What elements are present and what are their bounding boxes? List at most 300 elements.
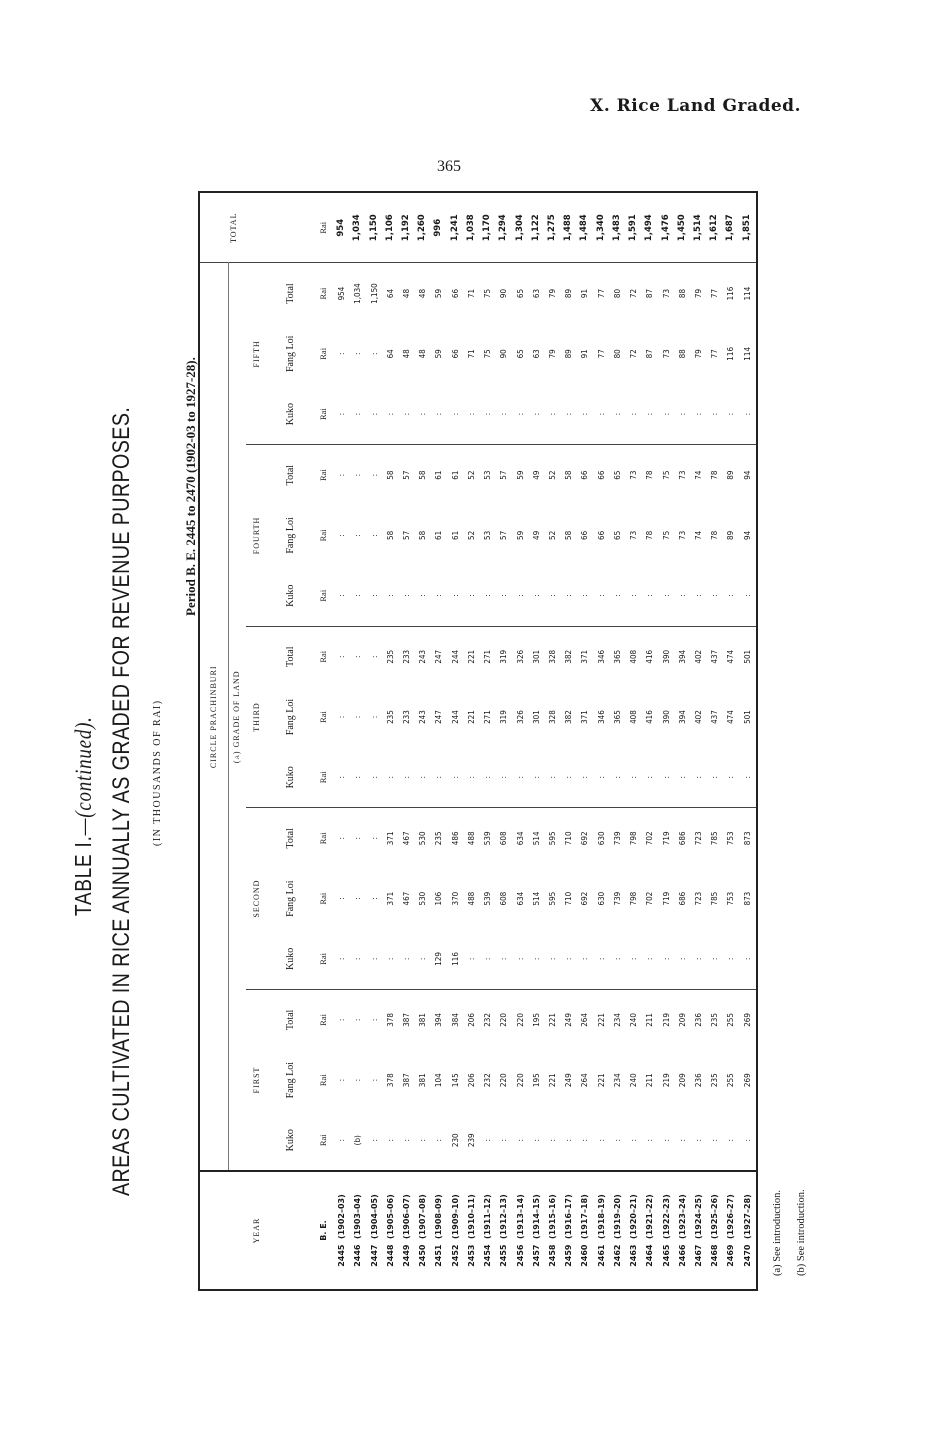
table-row [334, 193, 350, 1289]
value-cell: 73 [677, 530, 687, 540]
value-cell: : [369, 715, 379, 719]
value-cell: 233 [402, 710, 412, 724]
value-cell: : [658, 929, 674, 990]
value-cell: 723 [693, 831, 703, 846]
value-cell: 209 [677, 1073, 687, 1088]
table-row [512, 193, 528, 1289]
value-cell: : [369, 837, 379, 840]
value-cell: 58 [385, 470, 395, 480]
value-cell: : [496, 566, 512, 627]
table-row [480, 193, 496, 1289]
value-cell: 57 [402, 530, 412, 540]
value-cell: 269 [742, 1013, 752, 1027]
year-cell [334, 1171, 350, 1289]
value-cell: : [337, 897, 347, 900]
value-cell: 49 [531, 470, 541, 480]
value-cell: : [415, 1110, 431, 1171]
value-cell: : [496, 384, 512, 445]
year-cell [399, 1171, 415, 1289]
total-cell: 1,476 [658, 193, 674, 263]
value-cell: 873 [742, 891, 752, 906]
table-row [399, 193, 415, 1289]
value-cell: : [658, 384, 674, 445]
value-cell: 221 [596, 1073, 606, 1088]
year-ad: (1913–14) [515, 1194, 525, 1239]
year-cell [691, 1171, 707, 1289]
total-cell: 1,034 [350, 193, 366, 263]
value-cell: : [334, 384, 350, 445]
value-cell: : [610, 747, 626, 808]
table-row [675, 193, 691, 1289]
year-be: 2445 [337, 1244, 347, 1267]
value-cell: : [399, 747, 415, 808]
value-cell: 66 [450, 288, 460, 299]
value-cell: 80 [612, 349, 622, 359]
value-cell: : [577, 929, 593, 990]
value-cell: 72 [629, 288, 639, 299]
value-cell: (b) [350, 1110, 366, 1171]
value-cell: 243 [418, 710, 428, 724]
year-cell [707, 1171, 723, 1289]
value-cell: 719 [661, 891, 671, 906]
value-cell: : [512, 384, 528, 445]
year-be: 2469 [726, 1244, 736, 1267]
value-cell: 390 [661, 649, 671, 664]
value-cell: 66 [596, 470, 606, 480]
value-cell: 221 [548, 1013, 557, 1027]
unit-label: Rai [318, 1014, 329, 1026]
value-cell: 240 [629, 1013, 639, 1027]
value-cell: : [496, 1110, 512, 1171]
value-cell: : [337, 534, 347, 537]
value-cell: : [691, 566, 707, 627]
value-cell: : [739, 929, 756, 990]
table-row [448, 193, 464, 1289]
total-cell: 1,241 [448, 193, 464, 263]
value-cell: : [658, 566, 674, 627]
table-title: AREAS CULTIVATED IN RICE ANNUALLY AS GRADED FOR REVENUE PURPOSES. [108, 406, 135, 1196]
year-header: YEAR [200, 1171, 314, 1289]
sub-header-total: Total [285, 283, 297, 304]
value-cell: 301 [531, 649, 541, 664]
unit-label: Rai [314, 384, 334, 445]
year-ad: (1921–22) [645, 1194, 655, 1239]
value-cell: 319 [499, 710, 509, 724]
sub-header-kuko: Kuko [268, 747, 314, 808]
year-ad: (1916–17) [564, 1194, 574, 1239]
value-cell: 530 [418, 831, 428, 846]
value-cell: 58 [564, 530, 574, 540]
year-cell [480, 1171, 496, 1289]
unit-label: Rai [314, 193, 334, 263]
value-cell: 539 [483, 891, 493, 906]
value-cell: 49 [531, 530, 541, 540]
value-cell: : [415, 929, 431, 990]
value-cell: 390 [661, 710, 671, 724]
value-cell: 66 [580, 470, 590, 480]
value-cell: : [739, 566, 756, 627]
value-cell: : [431, 1110, 447, 1171]
value-cell: : [529, 747, 545, 808]
value-cell: : [399, 929, 415, 990]
value-cell: 384 [450, 1013, 460, 1027]
value-cell: : [577, 384, 593, 445]
value-cell: 73 [661, 349, 671, 359]
value-cell: 206 [466, 1013, 476, 1027]
value-cell: 73 [629, 530, 639, 540]
value-cell: 78 [645, 530, 655, 540]
year-ad: (1905–06) [385, 1194, 395, 1239]
value-cell: 91 [580, 349, 590, 359]
value-cell: : [626, 566, 642, 627]
value-cell: : [529, 1110, 545, 1171]
year-ad: (1906–07) [402, 1194, 412, 1239]
year-ad: (1908–09) [434, 1194, 444, 1239]
value-cell: 394 [434, 1013, 444, 1027]
value-cell: 94 [742, 530, 752, 540]
value-cell: 65 [515, 349, 525, 359]
value-cell: 53 [483, 530, 493, 540]
value-cell: : [545, 384, 561, 445]
value-cell: : [353, 534, 363, 537]
total-cell: 1,687 [723, 193, 739, 263]
year-be: 2468 [710, 1244, 720, 1267]
value-cell: 371 [580, 649, 590, 664]
value-cell: : [561, 566, 577, 627]
value-cell: : [723, 929, 739, 990]
value-cell: : [642, 1110, 658, 1171]
value-cell: 474 [726, 710, 736, 724]
value-cell: 52 [466, 530, 476, 540]
value-cell: 73 [661, 288, 671, 299]
table-row [350, 193, 366, 1289]
total-cell: 1,450 [675, 193, 691, 263]
value-cell: : [399, 566, 415, 627]
value-cell: 753 [726, 831, 736, 846]
value-cell: 371 [385, 831, 395, 846]
era-prefix: B. E. [314, 1171, 334, 1289]
value-cell: : [723, 1110, 739, 1171]
value-cell: 63 [531, 349, 541, 359]
value-cell: 211 [645, 1073, 655, 1088]
total-cell: 1,106 [383, 193, 399, 263]
table-row [464, 193, 480, 1289]
value-cell: : [707, 1110, 723, 1171]
total-cell: 1,612 [707, 193, 723, 263]
value-cell: 785 [710, 831, 720, 846]
year-be: 2456 [515, 1244, 525, 1267]
value-cell: 61 [450, 470, 460, 480]
value-cell: 230 [448, 1110, 464, 1171]
value-cell: : [353, 715, 363, 719]
year-cell [626, 1171, 642, 1289]
value-cell: 53 [483, 470, 493, 480]
year-ad: (1912–13) [499, 1194, 509, 1239]
value-cell: 692 [580, 891, 590, 906]
value-cell: : [353, 897, 363, 900]
value-cell: : [399, 384, 415, 445]
sub-header-total: Total [285, 464, 297, 486]
value-cell: 220 [499, 1073, 509, 1088]
value-cell: 58 [418, 470, 428, 480]
year-be: 2449 [402, 1244, 412, 1267]
value-cell: 474 [726, 649, 736, 664]
total-cell: 1,122 [529, 193, 545, 263]
value-cell: 79 [693, 288, 703, 299]
year-cell [529, 1171, 545, 1289]
year-ad: (1922–23) [661, 1194, 671, 1239]
total-cell: 996 [431, 193, 447, 263]
value-cell: : [545, 566, 561, 627]
value-cell: 104 [434, 1073, 444, 1088]
value-cell: : [350, 384, 366, 445]
total-cell: 1,483 [610, 193, 626, 263]
total-cell: 1,170 [480, 193, 496, 263]
year-cell [723, 1171, 739, 1289]
value-cell: 514 [531, 831, 541, 846]
value-cell: : [626, 1110, 642, 1171]
value-cell: 79 [548, 349, 557, 359]
total-cell: 1,484 [577, 193, 593, 263]
value-cell: 378 [385, 1073, 395, 1088]
table-label: TABLE I.—(continued). [70, 716, 96, 916]
value-cell: 221 [596, 1013, 606, 1027]
year-be: 2450 [418, 1244, 428, 1267]
value-cell: 634 [515, 831, 525, 846]
unit-label: Rai [318, 650, 329, 663]
value-cell: 243 [418, 649, 428, 664]
year-cell [415, 1171, 431, 1289]
value-cell: : [723, 747, 739, 808]
value-cell: 247 [434, 649, 444, 664]
table-row [496, 193, 512, 1289]
value-cell: : [691, 929, 707, 990]
value-cell: 75 [483, 288, 493, 299]
value-cell: 239 [464, 1110, 480, 1171]
value-cell: 954 [337, 286, 347, 301]
value-cell: 608 [499, 891, 509, 906]
value-cell: 488 [466, 831, 476, 846]
value-cell: 301 [531, 710, 541, 724]
value-cell: 235 [434, 831, 444, 846]
value-cell: 269 [742, 1073, 752, 1088]
value-cell: 514 [531, 891, 541, 906]
year-be: 2447 [369, 1244, 379, 1267]
value-cell: 371 [385, 891, 395, 906]
year-ad: (1927–28) [742, 1194, 752, 1239]
value-cell: 408 [629, 649, 639, 664]
value-cell: : [707, 929, 723, 990]
value-cell: 48 [418, 288, 428, 299]
value-cell: : [707, 747, 723, 808]
value-cell: : [366, 929, 382, 990]
table-row [561, 193, 577, 1289]
total-cell: 954 [334, 193, 350, 263]
year-ad: (1919–20) [612, 1194, 622, 1239]
sub-header-fang-loi: Fang Loi [285, 698, 297, 736]
value-cell: 1,150 [369, 283, 379, 304]
value-cell: : [642, 929, 658, 990]
value-cell: : [675, 1110, 691, 1171]
value-cell: 370 [450, 891, 460, 906]
value-cell: : [337, 715, 347, 719]
value-cell: 235 [710, 1013, 720, 1027]
value-cell: 630 [596, 891, 606, 906]
value-cell: : [512, 1110, 528, 1171]
table-subtitle: (IN THOUSANDS OF RAI) [152, 699, 163, 846]
value-cell: 66 [580, 530, 590, 540]
sub-header-kuko: Kuko [268, 1110, 314, 1171]
unit-label: Rai [318, 1074, 329, 1087]
value-cell: 381 [418, 1013, 428, 1027]
value-cell: : [353, 352, 363, 356]
value-cell: : [610, 384, 626, 445]
value-cell: : [675, 929, 691, 990]
value-cell: 71 [466, 349, 476, 359]
value-cell: : [675, 566, 691, 627]
value-cell: 236 [693, 1073, 703, 1088]
value-cell: : [366, 566, 382, 627]
table-row [431, 193, 447, 1289]
circle-header: CIRCLE PRACHINBURI [200, 263, 228, 1171]
value-cell: : [561, 1110, 577, 1171]
value-cell: 79 [548, 288, 557, 299]
value-cell: : [594, 747, 610, 808]
value-cell: : [383, 747, 399, 808]
value-cell: 59 [434, 349, 444, 359]
value-cell: : [431, 566, 447, 627]
value-cell: 221 [466, 649, 476, 664]
value-cell: : [350, 747, 366, 808]
year-cell [642, 1171, 658, 1289]
total-cell: 1,260 [415, 193, 431, 263]
value-cell: 145 [450, 1073, 460, 1088]
value-cell: : [658, 747, 674, 808]
value-cell: 387 [402, 1013, 412, 1027]
value-cell: 219 [661, 1013, 671, 1027]
value-cell: : [691, 384, 707, 445]
value-cell: 89 [726, 530, 736, 540]
sub-header-fang-loi: Fang Loi [285, 335, 297, 373]
value-cell: : [383, 929, 399, 990]
value-cell: : [366, 747, 382, 808]
value-cell: 61 [434, 470, 444, 480]
year-cell [594, 1171, 610, 1289]
value-cell: : [448, 747, 464, 808]
value-cell: 78 [645, 470, 655, 480]
value-cell: 416 [645, 710, 655, 724]
value-cell: 467 [402, 831, 412, 846]
data-table [200, 193, 756, 1289]
value-cell: : [626, 747, 642, 808]
total-cell: 1,591 [626, 193, 642, 263]
value-cell: 785 [710, 891, 720, 906]
value-cell: 739 [612, 891, 622, 906]
unit-label: Rai [318, 892, 329, 905]
value-cell: 78 [710, 470, 720, 480]
value-cell: 739 [612, 831, 622, 846]
value-cell: 371 [580, 710, 590, 724]
value-cell: 65 [612, 470, 622, 480]
value-cell: : [431, 384, 447, 445]
total-header: TOTAL [200, 193, 268, 263]
value-cell: 221 [466, 710, 476, 724]
value-cell: 234 [612, 1013, 622, 1027]
year-be: 2458 [548, 1244, 557, 1267]
value-cell: 73 [629, 470, 639, 480]
value-cell: : [545, 929, 561, 990]
value-cell: 719 [661, 831, 671, 846]
unit-label: Rai [318, 347, 329, 360]
total-subheader [268, 193, 314, 263]
value-cell: : [642, 747, 658, 808]
table-row [658, 193, 674, 1289]
value-cell: 235 [710, 1073, 720, 1088]
value-cell: 57 [499, 470, 509, 480]
value-cell: 608 [499, 831, 509, 846]
value-cell: 723 [693, 891, 703, 906]
value-cell: 89 [564, 349, 574, 359]
value-cell: 66 [596, 530, 606, 540]
value-cell: 873 [742, 831, 752, 846]
year-ad: (1917–18) [580, 1194, 590, 1239]
year-ad: (1923–24) [677, 1194, 687, 1239]
value-cell: 75 [483, 349, 493, 359]
year-be: 2470 [742, 1244, 752, 1267]
year-be: 2459 [564, 1244, 574, 1267]
value-cell: : [334, 929, 350, 990]
value-cell: 48 [402, 288, 412, 299]
grade-header-second: SECOND [246, 808, 268, 990]
value-cell: 381 [418, 1073, 428, 1088]
value-cell: 77 [596, 288, 606, 299]
table-row [739, 193, 756, 1289]
value-cell: : [353, 655, 363, 658]
value-cell: : [369, 534, 379, 537]
value-cell: 692 [580, 831, 590, 846]
unit-label: Rai [318, 711, 329, 723]
value-cell: : [480, 1110, 496, 1171]
value-cell: 416 [645, 649, 655, 664]
value-cell: 78 [710, 530, 720, 540]
value-cell: : [369, 655, 379, 658]
unit-label: Rai [314, 566, 334, 627]
value-cell: 402 [693, 710, 703, 724]
value-cell: 530 [418, 891, 428, 906]
value-cell: 467 [402, 891, 412, 906]
sub-header-fang-loi: Fang Loi [285, 517, 297, 554]
value-cell: : [366, 1110, 382, 1171]
value-cell: 232 [483, 1073, 493, 1088]
value-cell: 328 [548, 649, 557, 664]
value-cell: : [448, 384, 464, 445]
value-cell: 74 [693, 530, 703, 540]
year-be: 2466 [677, 1244, 687, 1267]
year-ad: (1926–27) [726, 1194, 736, 1239]
value-cell: 94 [742, 470, 752, 480]
value-cell: 59 [434, 288, 444, 299]
table-row [723, 193, 739, 1289]
value-cell: 394 [677, 649, 687, 664]
value-cell: : [399, 1110, 415, 1171]
year-ad: (1903–04) [353, 1194, 363, 1239]
value-cell: : [369, 352, 379, 356]
table-row [529, 193, 545, 1289]
value-cell: : [658, 1110, 674, 1171]
value-cell: 233 [402, 649, 412, 664]
value-cell: : [431, 747, 447, 808]
value-cell: 71 [466, 288, 476, 299]
